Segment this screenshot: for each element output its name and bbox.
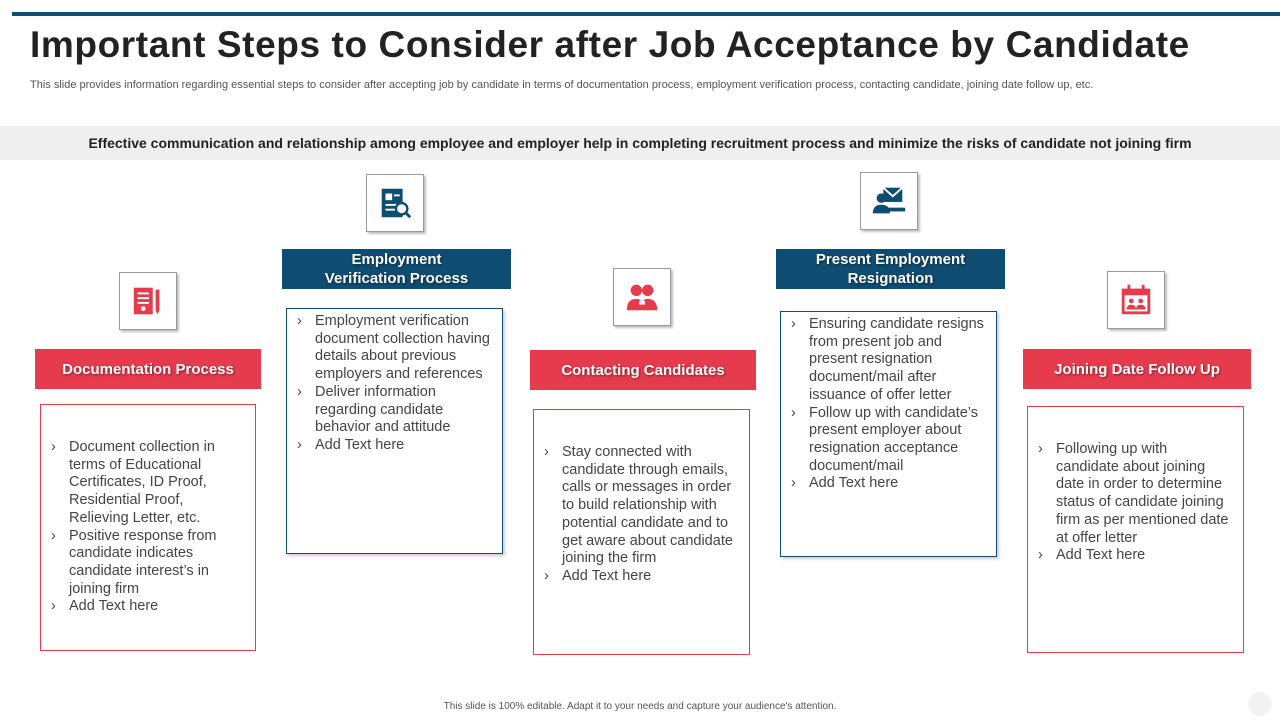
step-label-documentation [35,349,261,389]
bullet-item: › Ensuring candidate resigns from present job and present resignation document/mail after issuance of offer letter [791,316,984,405]
bullet-item: › Document collection in terms of Educational Certificates, ID Proof, Residential Proof, Relieving Letter, etc. [51,439,243,528]
step-label-resignation [776,249,1005,289]
bullet-item: › Follow up with candidate’s present employer about resignation acceptance document/mail [791,405,984,476]
step-card-documentation [40,404,256,651]
step-card-verification [286,308,503,554]
bullet-item: › Add Text here [544,568,737,586]
step-label-text: Present Employment Resignation [815,251,966,287]
step-label-verification [282,249,511,289]
bullet-item: › Employment verification document collection having details about previous employers and references [297,313,490,384]
step-label-text: Joining Date Follow Up [1054,360,1220,378]
slide-subtitle: This slide provides information regarding essential steps to consider after accepting job by candidate in terms of documentation process, employment verification process, contacting candidate, joining date follow up, etc. [30,79,1094,91]
step-label-contacting [530,350,756,390]
bullet-item: › Following up with candidate about joining date in order to determine status of candidate joining firm as per mentioned date at offer letter [1038,441,1231,547]
calendar-icon [1107,271,1165,329]
step-label-text: Employment Verification Process [324,251,469,287]
step-label-text: Documentation Process [62,360,234,378]
step-card-joining-date [1027,406,1244,653]
bullet-item: › Deliver information regarding candidate behavior and attitude [297,384,490,437]
bullet-item: › Add Text here [51,598,243,616]
step-label-text: Contacting Candidates [561,361,725,379]
bullet-item: › Add Text here [297,437,490,455]
verification-icon [366,174,424,232]
slide-title: Important Steps to Consider after Job Acceptance by Candidate [30,24,1190,65]
resignation-mail-icon [860,172,918,230]
top-accent-bar [12,12,1280,16]
footer-note: This slide is 100% editable. Adapt it to your needs and capture your audience's attention. [443,701,837,712]
summary-banner [0,126,1280,160]
bullet-item: › Positive response from candidate indicates candidate interest’s in joining firm [51,528,243,599]
bullet-item: › Add Text here [1038,547,1231,565]
step-label-joining-date [1023,349,1251,389]
step-card-contacting [533,409,750,655]
corner-decoration [1248,692,1272,716]
banner-text: Effective communication and relationship among employee and employer help in completing recruitment process and minimize the risks of candidate not joining firm [88,135,1192,151]
bullet-item: › Add Text here [791,475,984,493]
step-card-resignation [780,311,997,557]
document-icon [119,272,177,330]
bullet-item: › Stay connected with candidate through emails, calls or messages in order to build relationship with potential candidate and to get aware about candidate joining the firm [544,444,737,568]
contact-candidates-icon [613,268,671,326]
